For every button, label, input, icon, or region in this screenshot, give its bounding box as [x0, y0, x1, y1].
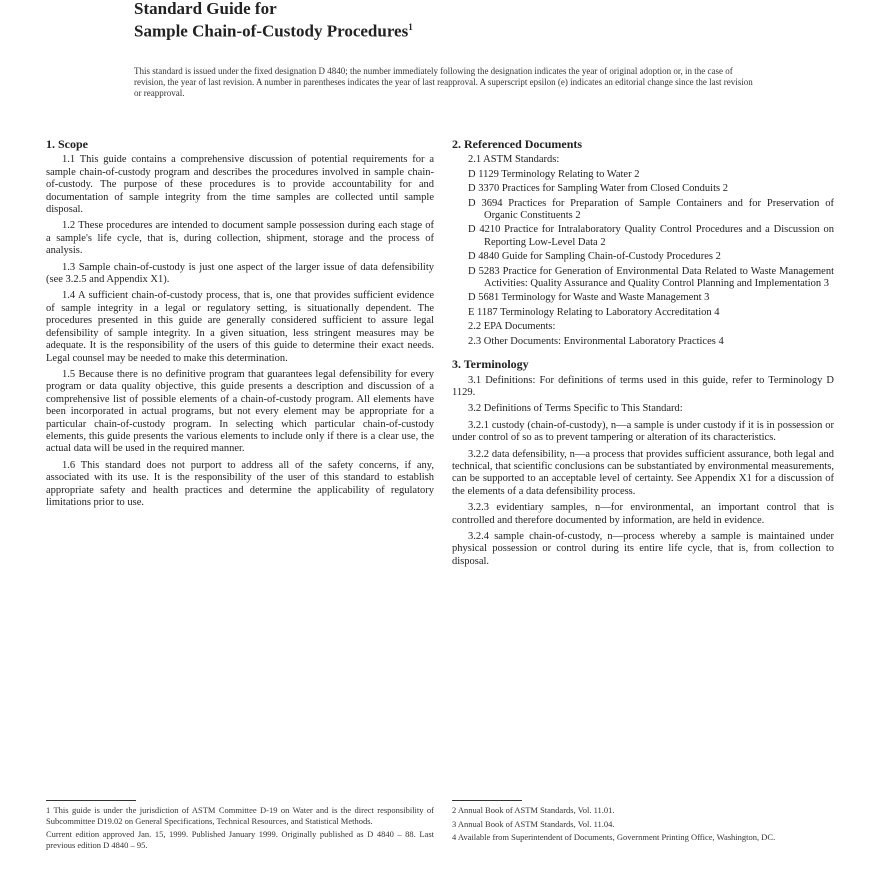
scope-paragraph: 1.6 This standard does not purport to address all of the safety concerns, if any, associated with its use. It is the responsibility of the user of this standard to establish appropriate safety and health practices and determine the applicability of regulatory limitations prior to use.	[46, 459, 434, 508]
reference-item: D 5283 Practice for Generation of Environmental Data Related to Waste Management Activities: Quality Assurance and Quality Control Planning and Implementation 3	[468, 265, 834, 290]
reference-item: D 5681 Terminology for Waste and Waste Management 3	[468, 292, 710, 304]
title-footnote-mark: 1	[408, 22, 413, 32]
footnotes-right	[452, 805, 834, 846]
scope-paragraph: 1.4 A sufficient chain-of-custody process, that is, one that provides sufficient evidence of sample integrity in a legal or regulatory setting, is situationally dependent. The procedures presented in this guide are generally considered sufficient to assure legal defensibility of sample integrity. In a given situation, less stringent measures may be adequate. It is the responsibility of the users of this guide to determine their exact needs. Legal counsel may be needed to make this determination.	[46, 290, 434, 364]
right-column	[452, 138, 834, 572]
title-block	[134, 0, 834, 41]
terminology-paragraph: 3.2 Definitions of Terms Specific to This Standard:	[468, 403, 683, 415]
scope-paragraph: 1.1 This guide contains a comprehensive discussion of potential requirements for a sample chain-of-custody program and describes the procedures involved in sample chain-of-custody. The purpose of these procedures is to provide accountability for and documentation of sample integrity from the time samples are collected until sample disposal.	[46, 154, 434, 216]
reference-item: D 3370 Practices for Sampling Water from Closed Conduits 2	[468, 183, 728, 195]
document-title-line1: Standard Guide for	[134, 0, 277, 18]
terminology-paragraph: 3.2.2 data defensibility, n—a process that provides sufficient assurance, both legal and technical, that scientific conclusions can be substantiated by environmental measurements, can be supported to an acceptable level of certainty. See Appendix X1 for a discussion of the elements of a data defensibility process.	[452, 448, 834, 497]
footnote: 2 Annual Book of ASTM Standards, Vol. 11.01.	[452, 805, 615, 815]
reference-item: 2.1 ASTM Standards:	[468, 154, 560, 166]
scope-paragraph: 1.3 Sample chain-of-custody is just one aspect of the larger issue of data defensibility (see 3.2.5 and Appendix X1).	[46, 261, 434, 286]
section-heading-terminology: 3. Terminology	[452, 357, 529, 372]
footnote: 4 Available from Superintendent of Documents, Government Printing Office, Washington, DC.	[452, 832, 776, 842]
title-text: Sample Chain-of-Custody Procedures	[134, 21, 409, 41]
reference-item: D 4840 Guide for Sampling Chain-of-Custody Procedures 2	[468, 251, 721, 263]
terminology-paragraph: 3.2.4 sample chain-of-custody, n—process whereby a sample is maintained under physical possession or control during its entire life cycle, that is, from collection to disposal.	[452, 530, 834, 567]
reference-item: D 1129 Terminology Relating to Water 2	[468, 168, 640, 180]
footnote-rule-left	[46, 800, 136, 801]
footnote: Current edition approved Jan. 15, 1999. Published January 1999. Originally published as D 4840 – 88. Last previous edition D 4840 – 95.	[46, 829, 434, 850]
footnote: 3 Annual Book of ASTM Standards, Vol. 11.04.	[452, 818, 615, 829]
reference-item: E 1187 Terminology Relating to Laboratory Accreditation 4	[468, 306, 720, 318]
reference-item: 2.2 EPA Documents:	[468, 321, 556, 333]
reference-item: 2.3 Other Documents: Environmental Laboratory Practices 4	[468, 335, 724, 347]
terminology-paragraph: 3.2.1 custody (chain-of-custody), n—a sample is under custody if it is in possession or under control of so as to prevent tampering or alteration of its characteristics.	[452, 419, 834, 444]
designation-note: This standard is issued under the fixed designation D 4840; the number immediately following the designation indicates the year of original adoption or, in the case of revision, the year of last revision. A number in parentheses indicates the year of last reapproval. A superscript epsilon (e) indicates an editorial change since the last revision or reapproval.	[134, 66, 753, 98]
document-title-line2	[134, 18, 834, 41]
terminology-paragraph: 3.1 Definitions: For definitions of terms used in this guide, refer to Terminology D 1129.	[452, 374, 834, 398]
footnote-rule-right	[452, 800, 522, 801]
footnotes-left	[46, 805, 434, 853]
reference-item: D 4210 Practice for Intralaboratory Quality Control Procedures and a Discussion on Reporting Low-Level Data 2	[468, 224, 834, 248]
section-heading-scope: 1. Scope	[46, 137, 88, 151]
scope-paragraph: 1.2 These procedures are intended to document sample possession during each stage of a sample's life cycle, that is, during collection, shipment, storage and the process of analysis.	[46, 220, 434, 257]
footnote: 1 This guide is under the jurisdiction of ASTM Committee D-19 on Water and is the direct responsibility of Subcommittee D19.02 on General Specifications, Technical Resources, and Statistical Methods.	[46, 805, 434, 826]
terminology-paragraph: 3.2.3 evidentiary samples, n—for environmental, an important control that is controlled and therefore documented by information, are held in evidence.	[452, 502, 834, 526]
left-column	[46, 138, 434, 513]
scope-paragraph: 1.5 Because there is no definitive program that guarantees legal defensibility for every program or data quality objective, this guide presents a description and discussion of a comprehensive list of possible elements of a chain-of-custody program. All elements have been incorporated in actual programs, but not every element may be appropriate for a particular chain-of-custody program. In selecting which particular chain-of-custody elements, this guide presents the various elements to include only if there is a clear use, the actual data will be used in the required manner.	[46, 368, 434, 455]
reference-item: D 3694 Practices for Preparation of Sample Containers and for Preservation of Organic Constituents 2	[468, 197, 834, 222]
section-heading-references: 2. Referenced Documents	[452, 138, 583, 151]
